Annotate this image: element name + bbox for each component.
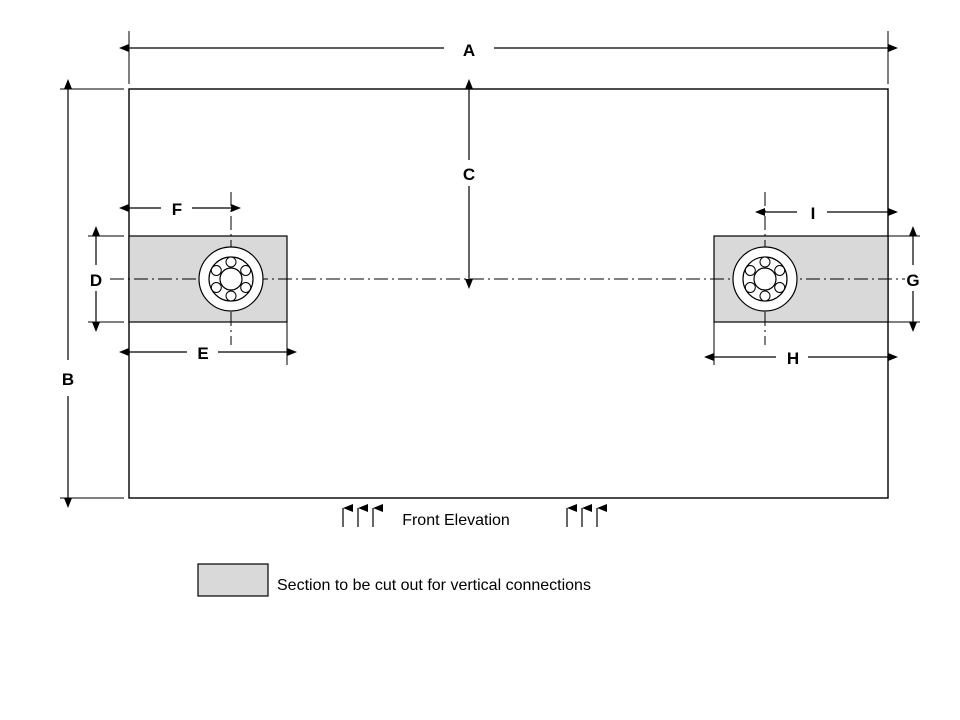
left-flange-bolt-hole — [226, 257, 236, 267]
right-flange-bolt-hole — [760, 257, 770, 267]
right-flange-bolt-hole — [745, 283, 755, 293]
right-flange-bolt-hole — [745, 266, 755, 276]
dimension-label-f: F — [171, 200, 183, 219]
right-flange-bolt-hole — [760, 291, 770, 301]
left-flange-bolt-hole — [211, 266, 221, 276]
caption-arrows-left — [343, 508, 373, 527]
dimension-label-e: E — [197, 344, 209, 363]
left-flange-bolt-hole — [241, 266, 251, 276]
caption-arrows-right — [567, 508, 597, 527]
dimension-label-b: B — [61, 370, 75, 389]
dimension-label-i: I — [810, 204, 816, 223]
left-flange-connection — [199, 247, 263, 311]
left-flange-bolt-hole — [241, 283, 251, 293]
legend-swatch — [198, 564, 268, 596]
dimension-label-g: G — [906, 271, 920, 290]
legend-label: Section to be cut out for vertical connections — [277, 577, 591, 594]
dimension-label-a: A — [462, 41, 476, 60]
right-flange-bolt-hole — [775, 266, 785, 276]
right-flange-connection — [733, 247, 797, 311]
right-flange-bore — [754, 268, 776, 290]
left-flange-bolt-hole — [226, 291, 236, 301]
left-flange-bolt-hole — [211, 283, 221, 293]
dimension-label-c: C — [462, 165, 476, 184]
left-flange-bore — [220, 268, 242, 290]
right-flange-bolt-hole — [775, 283, 785, 293]
dimension-label-h: H — [786, 349, 800, 368]
dimension-label-d: D — [89, 271, 103, 290]
front-elevation-caption: Front Elevation — [402, 512, 510, 529]
